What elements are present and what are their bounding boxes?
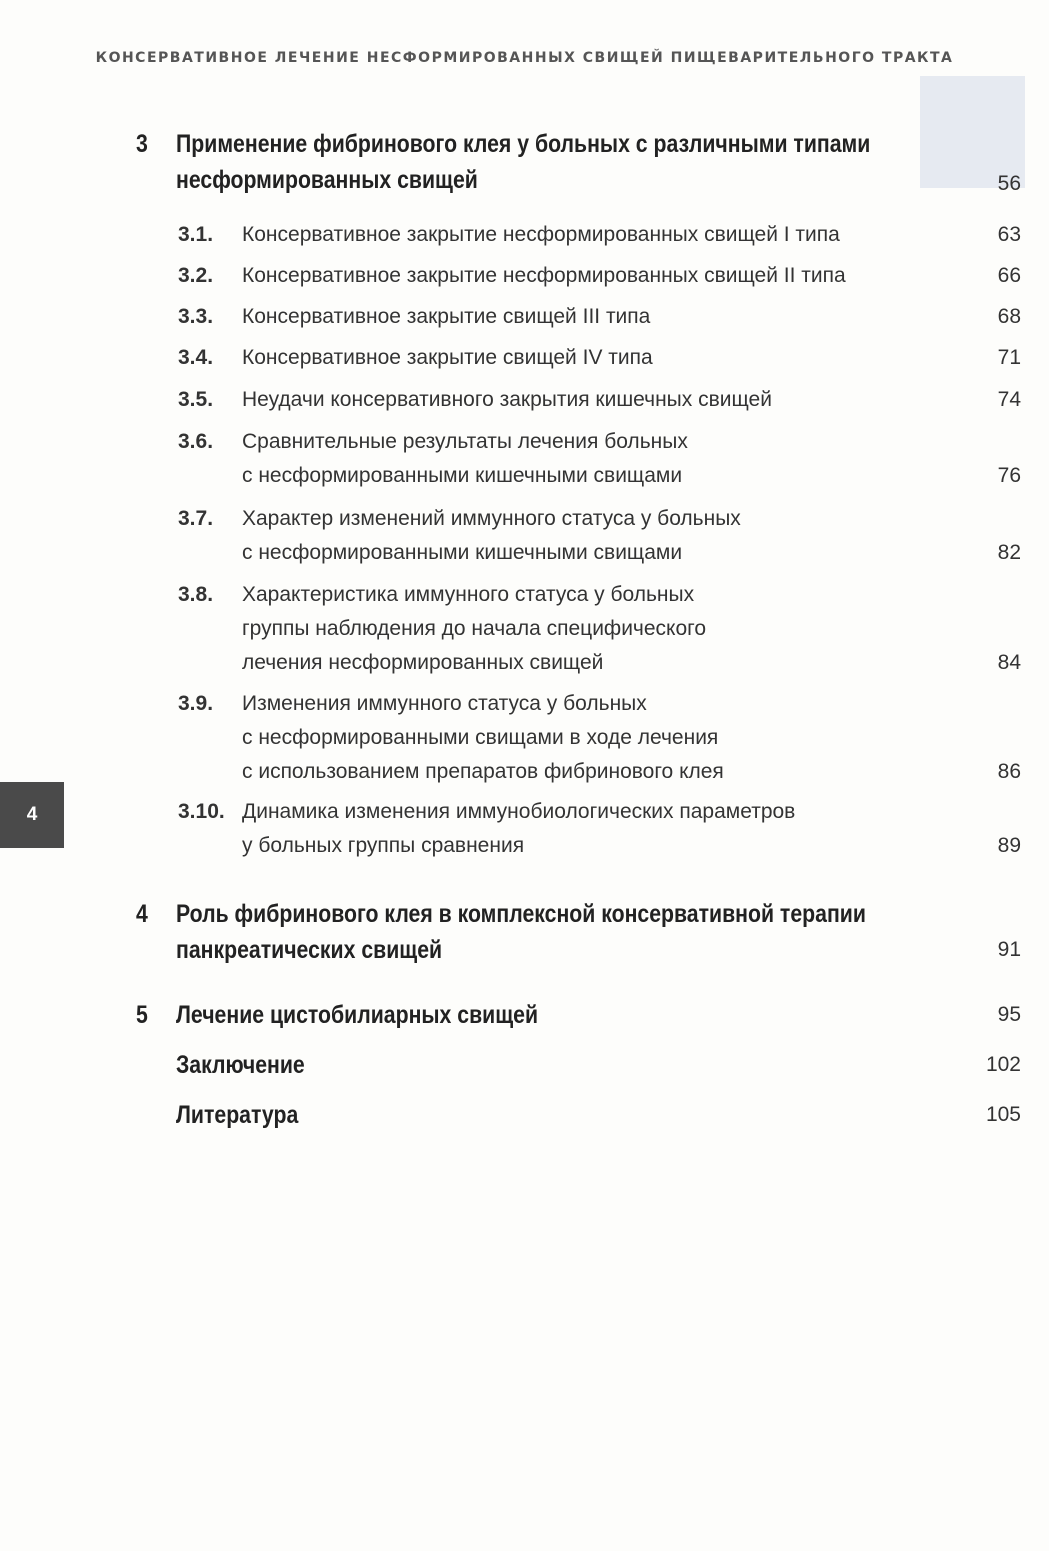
page-number: 68: [997, 305, 1021, 328]
section-title: Характер изменений иммунного статуса у больных с несформированными кишечными свищами: [242, 507, 741, 564]
chapter-number: 5: [136, 1001, 148, 1029]
section-number: 3.4.: [178, 346, 214, 369]
section-number: 3.3.: [178, 305, 214, 328]
section-number: 3.2.: [178, 264, 214, 287]
page-number: 105: [985, 1103, 1021, 1126]
chapter-title: Применение фибринового клея у больных с различными типами несформированных свищей: [176, 130, 871, 194]
page-number: 82: [997, 541, 1021, 564]
chapter-number: 4: [136, 900, 148, 928]
section-number: 3.5.: [178, 388, 214, 411]
section-title: Сравнительные результаты лечения больных с несформированными кишечными свищами: [242, 430, 688, 487]
section-number: 3.7.: [178, 507, 214, 530]
page-number: 74: [997, 388, 1021, 411]
section-number: 3.10.: [178, 800, 225, 823]
page-number: 95: [997, 1003, 1021, 1026]
page-number: 86: [997, 760, 1021, 783]
literature-title: Литература: [176, 1101, 299, 1129]
section-number: 3.9.: [178, 692, 214, 715]
section-number: 3.6.: [178, 430, 214, 453]
section-title: Неудачи консервативного закрытия кишечных свищей: [242, 388, 772, 411]
section-title: Консервативное закрытие несформированных свищей I типа: [242, 223, 840, 246]
chapter-number: 3: [136, 130, 148, 158]
chapter-tab: 4: [0, 782, 64, 848]
page-number: 66: [997, 264, 1021, 287]
page-number: 76: [997, 464, 1021, 487]
section-title: Консервативное закрытие свищей IV типа: [242, 346, 653, 369]
section-number: 3.8.: [178, 583, 214, 606]
section-title: Консервативное закрытие несформированных свищей II типа: [242, 264, 846, 287]
page-number: 71: [997, 346, 1021, 369]
chapter-title: Лечение цистобилиарных свищей: [176, 1001, 539, 1029]
page-number: 84: [997, 651, 1021, 674]
section-number: 3.1.: [178, 223, 214, 246]
conclusion-title: Заключение: [176, 1051, 305, 1079]
section-title: Динамика изменения иммунобиологических параметров у больных группы сравнения: [242, 800, 796, 857]
chapter-title: Роль фибринового клея в комплексной консервативной терапии панкреатических свищей: [176, 900, 866, 964]
page-number: 56: [997, 172, 1021, 195]
page-number: 63: [997, 223, 1021, 246]
running-header: КОНСЕРВАТИВНОЕ ЛЕЧЕНИЕ НЕСФОРМИРОВАННЫХ СВИЩЕЙ ПИЩЕВАРИТЕЛЬНОГО ТРАКТА: [95, 50, 954, 66]
section-title: Характеристика иммунного статуса у больных группы наблюдения до начала специфического лечения несформированных свищей: [242, 583, 707, 674]
page-number: 102: [985, 1053, 1021, 1076]
section-title: Изменения иммунного статуса у больных с несформированными свищами в ходе лечения с использованием препаратов фибринового клея: [242, 692, 724, 783]
section-title: Консервативное закрытие свищей III типа: [242, 305, 651, 328]
page-number: 89: [997, 834, 1021, 857]
page-number: 91: [997, 938, 1021, 961]
